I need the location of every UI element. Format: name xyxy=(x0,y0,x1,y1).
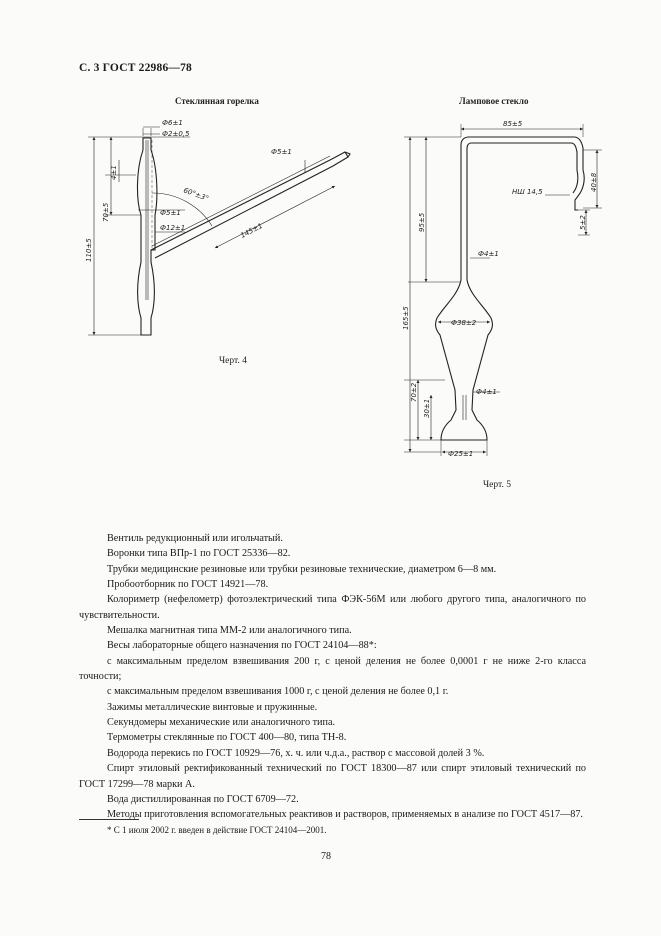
fig5-title: Ламповое стекло xyxy=(459,96,529,106)
paragraph: Мешалка магнитная типа ММ-2 или аналогичного типа. xyxy=(107,625,352,637)
dim-h95: 95±5 xyxy=(418,212,426,232)
dim-h70: 70±5 xyxy=(102,202,110,222)
dim-d4: Ф4±1 xyxy=(478,250,499,258)
paragraph: Воронки типа ВПр-1 по ГОСТ 25336—82. xyxy=(107,548,291,560)
dim-w85: 85±5 xyxy=(503,120,523,128)
footnote: * С 1 июля 2002 г. введен в действие ГОСТ 24104—2001. xyxy=(107,825,327,835)
glass-burner-drawing xyxy=(88,127,350,335)
dim-l145: 145±1 xyxy=(239,221,265,240)
paragraph: Зажимы металлические винтовые и пружинные. xyxy=(107,701,318,713)
dim-angle: 60°±3° xyxy=(182,186,210,203)
dim-d12: Ф12±1 xyxy=(160,224,186,232)
paragraph: Секундомеры механические или аналогичного типа. xyxy=(107,717,336,729)
dim-h70b: 70±2 xyxy=(410,382,418,402)
dim-h40: 40±8 xyxy=(590,172,598,192)
paragraph: Трубки медицинские резиновые или трубки резиновые технические, диаметром 6—8 мм. xyxy=(107,563,497,575)
dim-h110: 110±5 xyxy=(85,238,93,262)
paragraph: Вентиль редукционный или игольчатый. xyxy=(107,533,283,544)
dim-d38: Ф38±2 xyxy=(451,319,477,327)
paragraph: Вода дистиллированная по ГОСТ 6709—72. xyxy=(107,793,299,805)
dim-d4b: Ф4±1 xyxy=(476,388,497,396)
dim-d5b: Ф5±1 xyxy=(160,209,181,217)
dim-h30: 30±1 xyxy=(423,398,431,418)
fig5-caption: Черт. 5 xyxy=(483,480,511,490)
dim-h5: 5±2 xyxy=(579,215,587,230)
dim-h165: 165±5 xyxy=(402,306,410,330)
dim-d25: Ф25±1 xyxy=(448,450,474,458)
paragraph: Методы приготовления вспомогательных реактивов и растворов, применяемых в анализе по ГОСТ 4517—87. xyxy=(107,809,583,821)
paragraph: Весы лабораторные общего назначения по ГОСТ 24104—88*: xyxy=(107,640,377,652)
lamp-glass-drawing xyxy=(404,124,602,456)
page-header: С. 3 ГОСТ 22986—78 xyxy=(79,62,192,74)
footnote-divider xyxy=(79,819,139,820)
paragraph: с максимальным пределом взвешивания 200 г, с ценой деления не более 0,0001 г не ниже 2-го класса точности; xyxy=(79,655,586,683)
body-text xyxy=(79,531,586,823)
paragraph: Колориметр (нефелометр) фотоэлектрический типа ФЭК-56М или любого другого типа, аналогичного по чувствительности. xyxy=(79,594,586,621)
paragraph: Спирт этиловый ректификованный технический по ГОСТ 18300—87 или спирт этиловый технический по ГОСТ 17299—78 марки А. xyxy=(79,763,586,790)
paragraph: Пробоотборник по ГОСТ 14921—78. xyxy=(107,579,269,591)
page-number: 78 xyxy=(321,851,331,862)
paragraph: Водорода перекись по ГОСТ 10929—76, х. ч. или ч.д.а., раствор с массовой долей 3 %. xyxy=(107,747,485,759)
dim-d5a: Ф5±1 xyxy=(271,148,292,156)
dim-d6: Ф6±1 xyxy=(162,119,183,127)
dim-nsh: НШ 14,5 xyxy=(512,188,543,196)
fig4-caption: Черт. 4 xyxy=(219,356,247,366)
dim-d2: Ф2±0,5 xyxy=(162,130,190,138)
paragraph: с максимальным пределом взвешивания 1000 г, с ценой деления не более 0,1 г. xyxy=(107,686,449,698)
paragraph: Термометры стеклянные по ГОСТ 400—80, типа ТН-8. xyxy=(107,732,347,744)
dim-h4: 4±1 xyxy=(110,165,118,180)
fig4-title: Стеклянная горелка xyxy=(175,96,259,106)
